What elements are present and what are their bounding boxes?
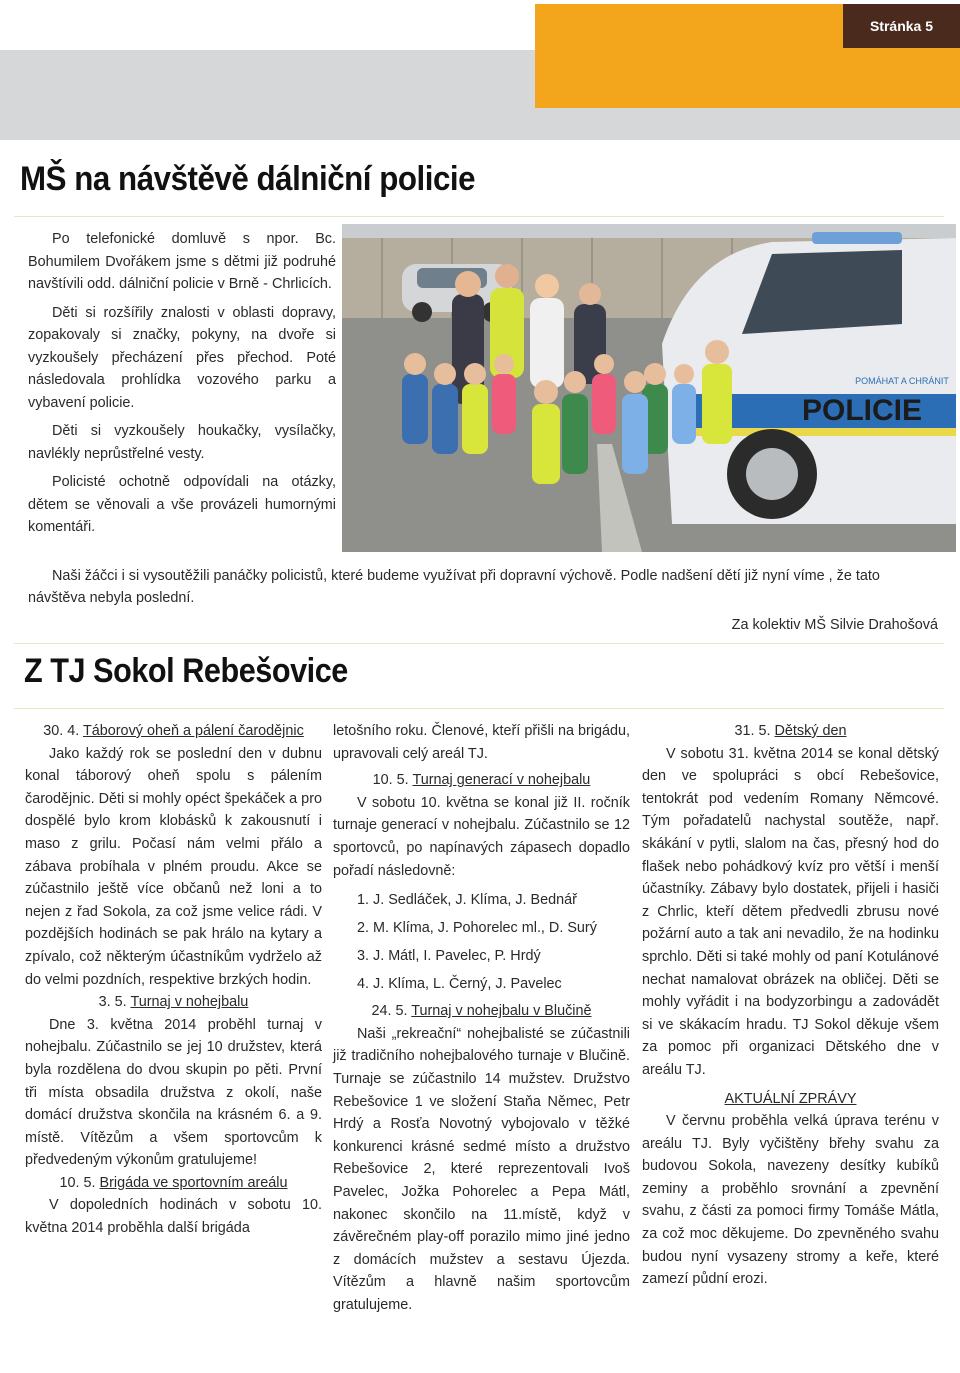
section-paragraph: V červnu proběhla velká úprava terénu v areálu TJ. Byly vyčištěny břehy svahu za budovou Sokola, navezeny desítky kubíků zeminy a proběhlo srovnání a zpevnění svahu, z části za pomoci firmy Tomáše Mátla, za což moc děkujeme. Do zpevněného svahu budou nyní vysazeny stromy a keře, které zamezí půdní erozi. [642, 1113, 939, 1288]
section-heading [333, 1000, 630, 1023]
heading-date: 24. 5. [371, 1003, 408, 1020]
title-divider [14, 216, 944, 217]
intro-paragraph: Děti si vyzkoušely houkačky, vysílačky, navlékly neprůstřelné vesty. [28, 423, 336, 462]
intro-paragraph: Děti si rozšířily znalosti v oblasti dopravy, zopakovaly si značky, pokyny, na dvoře si vyzkoušely přecházení přes přechod. Poté následovala prohlídka vozového parku a vybavení policie. [28, 304, 336, 411]
police-visit-photo [342, 224, 956, 552]
page-number-badge [843, 4, 960, 48]
results-list [333, 886, 630, 998]
section-paragraph: V dopoledních hodinách v sobotu 10. května 2014 proběhla další brigáda [25, 1197, 322, 1237]
van-slogan: POMÁHAT A CHRÁNIT [855, 376, 949, 386]
heading-title: Dětský den [774, 723, 847, 739]
title-divider [14, 708, 944, 709]
heading-date: 31. 5. [734, 723, 771, 739]
article-title-sokol: Z TJ Sokol Rebešovice [24, 652, 348, 690]
article-title-police: MŠ na návštěvě dálniční policie [20, 160, 476, 198]
results-item: 2. M. Klíma, J. Pohorelec ml., D. Surý [357, 920, 597, 937]
section-heading [25, 720, 322, 743]
heading-date: 3. 5. [98, 994, 127, 1011]
van-lettering: POLICIE [801, 394, 923, 427]
section-heading [25, 1172, 322, 1195]
heading-title: Turnaj generací v nohejbalu [412, 772, 591, 789]
section-paragraph: Dne 3. května 2014 proběhl turnaj v nohejbalu. Zúčastnilo se jej 10 družstev, která byla rozdělena do dvou skupin po pěti. První tři místa obsadila družstva z okolí, naše domácí družstva skončila na krásném 6. a 9. místě. Vítězům a všem sportovcům k předvedeným výkonům gratulujeme! [25, 1016, 322, 1169]
heading-title: AKTUÁLNÍ ZPRÁVY [724, 1090, 857, 1107]
section-divider [14, 643, 944, 644]
heading-title: Turnaj v nohejbalu [130, 994, 249, 1011]
text-column-2 [333, 720, 630, 1316]
page-number-label: Stránka 5 [869, 18, 934, 34]
text-column-3 [642, 720, 939, 1291]
section-paragraph: Jako každý rok se poslední den v dubnu konal táborový oheň spolu s pálením čarodějnic. Děti si mohly opéct špekáček a pro dospělé bylo krom klobásků k zakousnutí i maso z grilu. Počasí nám velmi přálo a zábava probíhala v plném proudu. Akce se zúčastnilo ještě více občanů než loni a to nejen z řad Sokola, za což jsme velice rádi. V pozdějších hodinách se pak hrálo na kytary a zpívalo, což některým účastníkům vydrželo až do velmi pozdních, respektive brzkých hodin. [25, 745, 322, 988]
heading-title: Turnaj v nohejbalu v Blučině [411, 1003, 592, 1020]
section-paragraph: V sobotu 10. května se konal již II. ročník turnaje generací v nohejbalu. Zúčastnilo se 12 sportovců, po napínavých zápasech dopadlo pořadí následovně: [333, 794, 630, 879]
heading-date: 10. 5. [372, 772, 409, 789]
results-item: 3. J. Mátl, I. Pavelec, P. Hrdý [357, 948, 541, 965]
heading-date: 30. 4. [43, 723, 80, 739]
section-heading [642, 1088, 939, 1111]
heading-title: Brigáda ve sportovním areálu [99, 1174, 288, 1191]
section-paragraph: Naši „rekreační“ nohejbalisté se zúčastnili již tradičního nohejbalového turnaje v Blučině. Turnaje se zúčastnilo 14 mužstev. Družstvo Rebešovice 1 ve složení Staňa Němec, Petr Hrdý a Rosťa Novotný vybojovalo v těžké konkurenci krásné sedmé místo a družstvo Rebešovice 2, které reprezentovali Ivoš Pavelec, Jožka Pohorelec a Pepa Mátl, nakonec skončilo na 11.místě, když v závěrečném play-off porazilo mimo jiné jedno z domácích mužstev a sestavu Újezda. Vítězům a hlavně našim sportovcům gratulujeme. [333, 1025, 630, 1313]
section-paragraph: V sobotu 31. května 2014 se konal dětský den ve spolupráci s obcí Rebešovice, tentokrát pod vedením Romany Němcové. Tým pořadatelů nachystal soutěže, např. skákání v pytli, slalom na čas, přesný hod do flašek nebo pohádkový kvíz pro větší i menší účastníky. Zábavy bylo dostatek, přijeli i hasiči z Chrlic, kteří dětem předvedli zbrusu nové požární auto a tak ani nevadilo, že na hodinku sprchlo. Děti si také mohly od paní Kotulánové nechat namalovat obrázek na obličej. Děti se mohly vyřádit i na bodyzorbingu a zadovádět si ve skákacím hradu. TJ Sokol děkuje všem za pomoc při organizaci Dětského dne v areálu TJ. [642, 745, 939, 1078]
section-heading [25, 991, 322, 1014]
closing-paragraph: Naši žáčci i si vysoutěžili panáčky policistů, které budeme využívat při dopravní výchově. Podle nadšení dětí již nyní víme , že tato návštěva nebyla poslední. [28, 568, 880, 606]
intro-paragraph: Po telefonické domluvě s npor. Bc. Bohumilem Dvořákem jsme s dětmi již podruhé navštívili odd. dálniční policie v Brně - Chrlicích. [28, 231, 336, 292]
section-heading [642, 720, 939, 743]
intro-paragraph: Policisté ochotně odpovídali na otázky, dětem se věnovali a vše provázeli humornými komentáři. [28, 474, 336, 535]
section-paragraph: letošního roku. Členové, kteří přišli na brigádu, upravovali celý areál TJ. [333, 723, 630, 762]
article-closing [28, 565, 940, 609]
article-intro [28, 228, 336, 545]
heading-title: Táborový oheň a pálení čarodějnic [82, 723, 304, 739]
results-item: 4. J. Klíma, L. Černý, J. Pavelec [357, 976, 562, 993]
results-item: 1. J. Sedláček, J. Klíma, J. Bednář [357, 892, 577, 909]
heading-date: 10. 5. [59, 1174, 96, 1191]
article-signature: Za kolektiv MŠ Silvie Drahošová [731, 617, 938, 633]
section-heading [333, 769, 630, 792]
text-column-1 [25, 720, 322, 1240]
